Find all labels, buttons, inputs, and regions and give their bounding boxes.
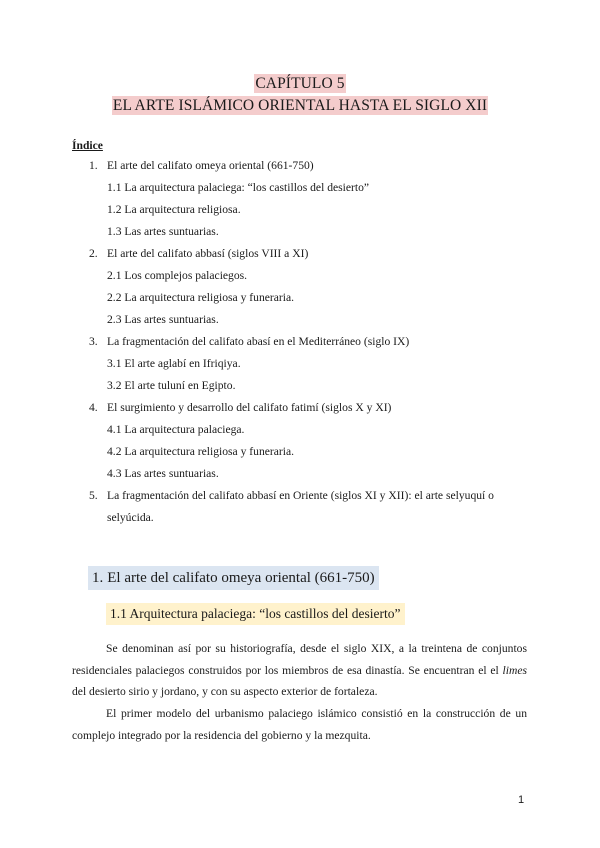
toc-item <box>72 243 532 265</box>
paragraph: El primer modelo del urbanismo palaciego islámico consistió en la construcción de un complejo integrado por la residencia del gobierno y la mezquita. <box>72 707 527 742</box>
toc-item-label: El surgimiento y desarrollo del califato fatimí (siglos X y XI) <box>107 401 392 414</box>
subsection-number: 1.1 <box>110 606 127 621</box>
toc-item <box>72 397 532 419</box>
toc-subitem: 2.3 Las artes suntuarias. <box>107 313 219 326</box>
subsection-heading <box>106 603 405 625</box>
paragraph-text: del desierto sirio y jordano, y con su aspecto exterior de fortaleza. <box>72 685 378 698</box>
paragraph-text: Se denominan así por su historiografía, desde el siglo XIX, a la treintena de conjuntos residenciales palaciegos construidos por los miembros de esa dinastía. Se encuentran el el <box>72 642 527 677</box>
italic-term: limes <box>502 663 527 677</box>
toc-subitem: 4.3 Las artes suntuarias. <box>107 467 219 480</box>
toc-item-number: 5. <box>89 489 98 502</box>
toc-item-number: 3. <box>89 335 98 348</box>
toc-subitem: 4.1 La arquitectura palaciega. <box>107 423 245 436</box>
chapter-label: CAPÍTULO 5 <box>255 75 345 92</box>
toc-item-label: La fragmentación del califato abasí en el Mediterráneo (siglo IX) <box>107 335 410 348</box>
toc-subitem: 2.1 Los complejos palaciegos. <box>107 269 248 282</box>
chapter-title-block <box>0 74 600 118</box>
table-of-contents <box>72 139 532 529</box>
section-heading <box>88 566 379 590</box>
toc-subitem: 2.2 La arquitectura religiosa y funeraria. <box>107 291 295 304</box>
toc-item-number: 2. <box>89 247 98 260</box>
toc-heading: Índice <box>72 139 103 152</box>
toc-item <box>72 331 532 353</box>
toc-item <box>72 155 532 177</box>
toc-item-label: El arte del califato abbasí (siglos VIII a XI) <box>107 247 309 260</box>
toc-subitem: 3.2 El arte tuluní en Egipto. <box>107 379 236 392</box>
toc-subitem: 1.2 La arquitectura religiosa. <box>107 203 241 216</box>
subsection-title: Arquitectura palaciega: “los castillos del desierto” <box>129 606 401 621</box>
toc-subitem: 1.3 Las artes suntuarias. <box>107 225 219 238</box>
toc-item-label: La fragmentación del califato abbasí en Oriente (siglos XI y XII): el arte selyuquí o selyúcida. <box>107 489 494 524</box>
toc-item-number: 4. <box>89 401 98 414</box>
toc-subitem: 3.1 El arte aglabí en Ifriqiya. <box>107 357 241 370</box>
toc-item-number: 1. <box>89 159 98 172</box>
paragraph <box>72 638 527 703</box>
section-number: 1. <box>92 570 104 586</box>
chapter-title: EL ARTE ISLÁMICO ORIENTAL HASTA EL SIGLO XII <box>112 97 488 114</box>
toc-subitem: 4.2 La arquitectura religiosa y funeraria. <box>107 445 295 458</box>
toc-item <box>72 485 532 529</box>
toc-subitem: 1.1 La arquitectura palaciega: “los castillos del desierto” <box>107 181 370 194</box>
section-title: El arte del califato omeya oriental (661-750) <box>107 570 375 586</box>
page-number: 1 <box>518 794 525 806</box>
toc-item-label: El arte del califato omeya oriental (661-750) <box>107 159 314 172</box>
